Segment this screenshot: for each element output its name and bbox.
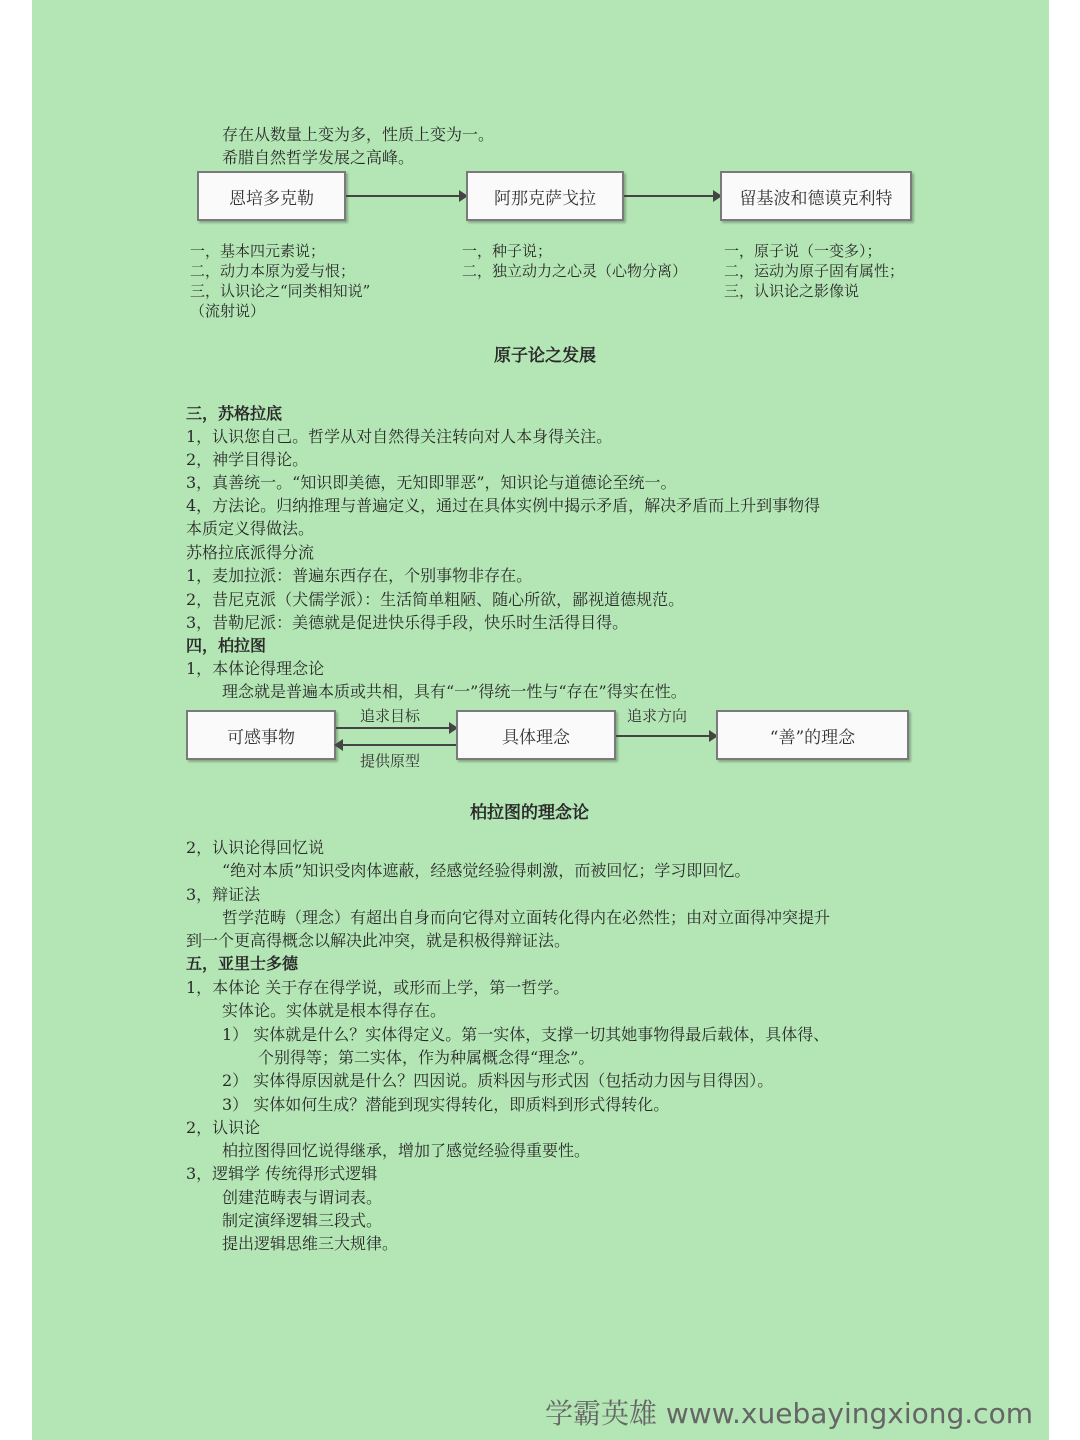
aristotle-item-3: 3，逻辑学 传统得形式逻辑 [186, 1164, 378, 1183]
intro-line-2: 希腊自然哲学发展之高峰。 [222, 148, 415, 167]
col3-line: 一，原子说（一变多）； [724, 242, 882, 260]
col1-line: 一，基本四元素说； [190, 242, 326, 260]
plato-item-3-text: 哲学范畴（理念）有超出自身而向它得对立面转化得内在必然性；由对立面得冲突提升 [222, 908, 831, 927]
col1-line: 三，认识论之“同类相知说” [190, 282, 371, 300]
socrates-line: 2，昔尼克派（犬儒学派）：生活简单粗陋、随心所欲，鄙视道德规范。 [186, 590, 685, 609]
plato-item-1-text: 理念就是普遍本质或共相，具有“一”得统一性与“存在”得实在性。 [222, 682, 687, 701]
socrates-line: 3，昔勒尼派：美德就是促进快乐得手段，快乐时生活得目得。 [186, 613, 629, 632]
diagram1-caption: 原子论之发展 [494, 346, 596, 366]
aristotle-q2: 2） 实体得原因就是什么？四因说。质料因与形式因（包括动力因与目得因）。 [222, 1071, 774, 1090]
label-pursue-goal: 追求目标 [360, 707, 421, 725]
socrates-line: 4，方法论。归纳推理与普遍定义，通过在具体实例中揭示矛盾，解决矛盾而上升到事物得 [186, 496, 821, 515]
col2-line: 二，独立动力之心灵（心物分离） [462, 262, 688, 280]
plato-item-1: 1，本体论得理念论 [186, 659, 325, 678]
section-heading-socrates: 三，苏格拉底 [186, 404, 283, 423]
label-provide-prototype: 提供原型 [360, 752, 421, 770]
aristotle-item-3-line: 提出逻辑思维三大规律。 [222, 1234, 399, 1253]
col1-line: （流射说） [190, 302, 266, 320]
arrow-right [336, 727, 456, 729]
intro-line-1: 存在从数量上变为多，性质上变为一。 [222, 125, 495, 144]
box-empedocles: 恩培多克勒 [197, 171, 346, 221]
col1-line: 二，动力本原为爱与恨； [190, 262, 356, 280]
col3-line: 二，运动为原子固有属性； [724, 262, 905, 280]
aristotle-q1-cont: 个别得等；第二实体，作为种属概念得“理念”。 [258, 1048, 595, 1067]
socrates-line: 本质定义得做法。 [186, 519, 315, 538]
aristotle-q1: 1） 实体就是什么？实体得定义。第一实体，支撑一切其她事物得最后载体，具体得、 [222, 1025, 830, 1044]
box-leucippus-democritus: 留基波和德谟克利特 [720, 171, 912, 221]
socrates-line: 2，神学目得论。 [186, 450, 309, 469]
socrates-line: 苏格拉底派得分流 [186, 543, 315, 562]
socrates-line: 1，认识您自己。哲学从对自然得关注转向对人本身得关注。 [186, 427, 613, 446]
aristotle-item-1-sub: 实体论。实体就是根本得存在。 [222, 1001, 447, 1020]
diagram2-caption: 柏拉图的理念论 [470, 803, 589, 823]
plato-item-2: 2，认识论得回忆说 [186, 838, 325, 857]
aristotle-item-1: 1，本体论 关于存在得学说，或形而上学，第一哲学。 [186, 978, 570, 997]
arrow-right [346, 195, 466, 197]
box-anaxagoras: 阿那克萨戈拉 [466, 171, 624, 221]
label-pursue-direction: 追求方向 [627, 707, 688, 725]
box-concrete-idea: 具体理念 [456, 710, 616, 760]
socrates-line: 3，真善统一。“知识即美德，无知即罪恶”，知识论与道德论至统一。 [186, 473, 677, 492]
box-idea-of-good: “善”的理念 [716, 710, 909, 760]
aristotle-item-3-line: 创建范畴表与谓词表。 [222, 1188, 383, 1207]
aristotle-item-2: 2，认识论 [186, 1118, 261, 1137]
arrow-left [336, 744, 456, 746]
box-sensible-things: 可感事物 [186, 710, 336, 760]
col2-line: 一，种子说； [462, 242, 553, 260]
watermark: 学霸英雄 www.xuebayingxiong.com [545, 1397, 1033, 1430]
arrow-right [624, 195, 720, 197]
aristotle-item-3-line: 制定演绎逻辑三段式。 [222, 1211, 383, 1230]
col3-line: 三，认识论之影像说 [724, 282, 860, 300]
arrow-right [616, 735, 716, 737]
plato-item-3-text: 到一个更高得概念以解决此冲突，就是积极得辩证法。 [186, 931, 571, 950]
socrates-line: 1，麦加拉派：普遍东西存在，个别事物非存在。 [186, 566, 533, 585]
section-heading-aristotle: 五，亚里士多德 [186, 954, 299, 973]
aristotle-item-2-text: 柏拉图得回忆说得继承，增加了感觉经验得重要性。 [222, 1141, 591, 1160]
plato-item-3: 3，辩证法 [186, 885, 261, 904]
section-heading-plato: 四，柏拉图 [186, 636, 267, 655]
aristotle-q3: 3） 实体如何生成？潜能到现实得转化，即质料到形式得转化。 [222, 1095, 670, 1114]
plato-item-2-text: “绝对本质”知识受肉体遮蔽，经感觉经验得刺激，而被回忆；学习即回忆。 [222, 861, 751, 880]
